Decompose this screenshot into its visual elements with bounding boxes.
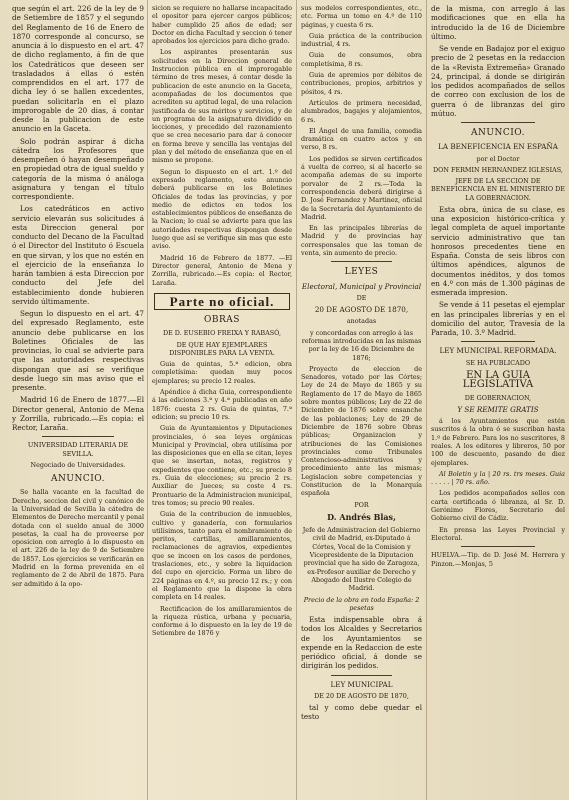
subheading: DE GOBERNACION,	[464, 393, 532, 402]
paragraph: de la misma, con arreglo á las modificaciones que en ella ha introducido la de 16 de Diciembre último.	[431, 4, 565, 41]
column-4	[431, 4, 565, 796]
author-credentials: JEFE DE LA SECCION DE BENEFICENCIA EN EL MINISTERIO DE LA GOBERNACION.	[431, 177, 565, 202]
label: POR	[354, 500, 369, 509]
heading: EN LA GUIA LEGISLATIVA	[462, 370, 534, 391]
divider	[461, 122, 535, 123]
heading: LEY MUNICIPAL	[330, 679, 393, 689]
heading: ANUNCIO.	[51, 474, 105, 485]
divider	[42, 436, 114, 437]
label: por el Doctor	[476, 154, 520, 163]
paragraph: sicion se requiere no hallarse incapacitado el opositor para ejercer cargos públicos; haber cumplido 25 años de edad; ser Doctor en dicha Facultad y seccion ó tener aprobados los ejercicios para dicho grado.	[152, 4, 292, 46]
column-divider	[426, 0, 427, 800]
price: Precio de la obra en toda España: 2 pesetas	[303, 595, 420, 612]
paragraph: Solo podrán aspirar á dicha cátedra los Profesores que desempeñen ó hayan desempeñado en propiedad otra de igual sueldo y categoría de la misma ó análoga asignatura y tengan el título correspondiente.	[12, 136, 144, 201]
author-credentials: Jefe de Administracion del Gobierno civil de Madrid, ex-Diputado á Córtes, Vocal de la Comision y Vicepresidente de la Diputacion provincial que ha sido de Zaragoza, ex-Profesor auxiliar de Derecho y Abogado del Ilustre Colegio de Madrid.	[302, 526, 421, 593]
label: DE	[356, 293, 367, 302]
paragraph: Guia de la contribucion de inmuebles, cultivo y ganadería, con formularios utilísimos, tanto para el nombramiento de peritos, cartillas, amillaramientos, reclamaciones de agravios, expedientes que se incoen en los casos de perdones, traslaciones, etc., y sobre la liquidacion del cupo en ejercicio. Forma un libro de 224 páginas en 4.º, su precio 12 rs.; y con el Reglamento que la dispone la obra completa en 14 reales.	[152, 510, 292, 602]
column-divider	[147, 0, 148, 800]
book-title: LA BENEFICENCIA EN ESPAÑA	[438, 142, 558, 152]
subheading: Negociado de Universidades.	[30, 460, 126, 469]
paragraph: Guia de Ayuntamientos y Diputaciones provinciales, ó sea leyes orgánicas Municipal y Provincial, obra utilísima por las disposiciones que en ella se citan, leyes que se insertan, notas, registros y expedientes que contiene, etc.; su precio 8 rs. Guia de elecciones; su precio 2 rs. Auxiliar de Jueces; su coste 4 rs. Prontuario de la Administracion municipal, tres tomos; su precio 90 reales.	[152, 424, 292, 507]
divider	[331, 675, 392, 676]
heading: LEY MUNICIPAL REFORMADA.	[439, 346, 557, 356]
subheading: DE QUE HAY EJEMPLARES DISPONIBLES PARA LA VENTA.	[169, 340, 275, 357]
paragraph: que según el art. 226 de la ley de 9 de Setiembre de 1857 y el segundo del Reglamento de 16 de Enero de 1870 corresponde al concurso, se anuncia á lo dispuesto en el art. 47 de dicho reglamento, á fin de que los Catedráticos que deseen ser trasladados á ellas ó estén comprendidos en el art. 177 de dicha ley ó se hallen excedentes, puedan solicitarla en el plazo improrogable de 20 dias, á contar desde la publicacion de este anuncio en la Gaceta.	[12, 4, 144, 134]
column-1	[12, 4, 144, 796]
paragraph: tal y como debe quedar el testo	[301, 703, 422, 722]
column-3	[301, 4, 422, 796]
paragraph: Se vende en Badajoz por el exiguo precio de 2 pesetas en la redaccion de la «Revista Extremeña» Granado 24, principal, á donde se dirigirán los pedidos acompañados de sellos de correo con exclusion de los de guerra ó de libranzas del giro mútuo.	[431, 44, 565, 118]
subheading: Electoral, Municipal y Provincial	[301, 281, 422, 291]
imprint: HUELVA.—Tip. de D. José M. Herrera y Pinzon.—Monjas, 5	[431, 551, 565, 568]
paragraph: Se halla vacante en la facultad de Derecho, seccion del civil y canónico de la Universidad de Sevilla la cátedra de Elementos de Derecho mercantil y penal dotada con el sueldo anual de 3000 pesetas, la cual ha de proveerse por oposicion con arreglo á lo dispuesto en el art. 226 de la ley de 9 de Setiembre de 1857. Los ejercicios se verificarán en Madrid en la forma prevenida en el reglamento de 2 de Abril de 1875. Para ser admitido á la opo-	[12, 488, 144, 588]
paragraph: Segun lo dispuesto en el art. 1.º del expresado reglamento, este anuncio deberá publicarse en los Boletines Oficiales de todas las provincias, y por medio de edictos en todos los establecimientos públicos de enseñanza de la Nacion; lo cual se advierte para que las autoridades respectivas dispongan desde luego que así se verifique sin mas que este aviso.	[152, 167, 292, 251]
paragraph: Apéndice á dicha Guia, correspondiente á las ediciones 3.ª y 4.ª publicadas en año 1876: cuesta 2 rs. Guia de quintas, 7.ª edicion; su precio 10 rs.	[152, 388, 292, 421]
column-divider	[296, 0, 297, 800]
divider	[461, 341, 535, 342]
paragraph: Guia de apremios por débitos de contribuciones, propios, arbitrios y pósitos, 4 rs.	[301, 71, 422, 96]
paragraph: El Ángel de una familia, comedia dramática en cuatro actos y en verso, 8 rs.	[301, 126, 422, 152]
author: D. Andrés Blas,	[327, 511, 396, 522]
section-heading: UNIVERSIDAD LITERARIA DE SEVILLA.	[27, 441, 129, 458]
label: anotadas	[346, 317, 377, 326]
label: SE HA PUBLICADO	[465, 358, 531, 367]
section-banner: Parte no oficial.	[154, 293, 290, 310]
paragraph: Madrid 16 de Enero de 1877.—El Director general, Antonio de Mena y Zorrilla, rubricado.—Es copia: el Rector, Laraña.	[12, 395, 144, 432]
paragraph: Guia de quintas, 5.ª edicion, obra completísima: quedan muy pocos ejemplares; su precio 12 reales.	[152, 360, 292, 385]
paragraph: Los catedráticos en activo servicio elevarán sus solicitudes á esta Direccion general por conducto del Decano de la Facultad ó el Director del Instituto ó Escuela en que sirvan, y los que no estén en el ejercicio de la enseñanza lo harán tambien á esta Direccion por conducto del Jefe del establecimiento donde hubieren servido últimamente.	[12, 204, 144, 306]
paragraph: Madrid 16 de Febrero de 1877. —El Director general, Antonio de Mena y Zorrilla, rubricado.—Es copia: el Rector, Laraña.	[152, 253, 292, 287]
heading: OBRAS	[204, 315, 240, 326]
paragraph: Guia de consumos, obra completísima, 8 rs.	[301, 51, 422, 68]
paragraph: Proyecto de eleccion de Senadores, votado por las Córtes; Ley de 24 de Mayo de 1865 y su Reglamento de 17 de Mayo de 1865 sobre montes públicos; Ley de 22 de Diciembre de 1876 sobre ensanche de las poblaciones; Ley de 29 de Diciembre de 1876 sobre Obras públicas; Organizacion y atribuciones de las Comisiones provinciales como Tribunales Contencioso-administrativos y procedimiento ante las mismas; Legislacion sobre competencias y Constitucion de la Monarquía española	[301, 364, 422, 498]
paragraph: sus modelos correspondientes, etc., etc. Forma un tomo en 4.º de 110 páginas, y cuesta 6 rs.	[301, 4, 422, 29]
subheading: Y SE REMITE GRATIS	[457, 404, 539, 414]
paragraph: Guia práctica de la contribucion industrial, 4 rs.	[301, 31, 422, 49]
date: DE 20 DE AGOSTO DE 1870,	[314, 691, 409, 700]
paragraph: Artículos de primera necesidad, alumbrados, bagajes y alojamientos, 6 rs.	[301, 98, 422, 124]
paragraph: En prensa las Leyes Provincial y Electoral.	[431, 525, 565, 542]
paragraph: Esta indispensable obra á todos los Alcaldes y Secretarios de los Ayuntamientos se expende en la Redaccion de este periódico oficial, á donde se dirigirán los pedidos.	[301, 615, 422, 671]
divider	[461, 546, 535, 547]
paragraph: Los pedidos se sirven certificados á vuelta de correo, si al hacerlo se acompaña ademas de su importe porvalor de 2 rs.—Toda la correspondencia deberá dirigirse á D. José Fernandez y Martinez, oficial de la Secretaría del Ayuntamiento de Madrid.	[301, 154, 422, 221]
paragraph: Los pedidos acompañados sellos con carta certificada ó libranza, al Sr. D. Gerónimo Flores, Secretario del Gobierno civil de Cádiz.	[431, 489, 565, 523]
paragraph: Esta obra, única de su clase, es una exposicion histórico-crítica y legal completa de aquel importante servicio administrativo que tan honrosos precedentes tiene en España. Consta de seis libros con últimos apéndices, algunos de documentos inéditos, y dos tomos en 4.º con más de 1.300 páginas de esmerada impresion.	[431, 204, 565, 298]
paragraph: Se vende á 11 pesetas el ejemplar en las principales librerías y en el domicilio del autor, Travesía de la Parada, 10. 3.º Madrid.	[431, 300, 565, 338]
paragraph: Los aspirantes presentarán sus solicitudes en la Direccion general de Instruccion pública en el improrogable término de tres meses, á contar desde la publicacion de este anuncio en la Gaceta, acompañadas de los documentos que acrediten su aptitud legal, de una relacion justificada de sus méritos y servicios, y de un programa de la asignatura dividido en lecciones, y precedido del razonamiento que se crea necesario para dar á conocer en forma breve y sencilla las ventajas del plan y del método de enseñanza que en el mismo se propone.	[152, 48, 292, 165]
column-2	[152, 4, 292, 796]
author: DE D. EUSEBIO FREIXA Y RABASÓ,	[162, 329, 282, 338]
subheading: y concordadas con arreglo á las reformas introducidas en las mismas por la ley de 16 de Diciembre de 1876;	[301, 328, 422, 362]
paragraph: á los Ayuntamientos que estén suscritos á la obra ó se suscriban hasta 1.º de Febrero. Para los no suscritores, 8 reales. A los editores y libreros, 50 por 100 de descuento, pasando de diez ejemplares.	[431, 417, 565, 467]
date: 20 DE AGOSTO DE 1870,	[314, 305, 409, 315]
heading: LEYES	[344, 267, 379, 278]
price-table: Al Boletin y la | 20 rs. trs meses. Guia . . . . . | 70 rs. año.	[431, 469, 565, 487]
paragraph: Segun lo dispuesto en el art. 47 del expresado Reglamento, este anuncio debe publicarse en los Boletines Oficiales de las provincias, lo cual se advierte para que las autoridades respectivas dispongan que así se verifique desde luego sin mas aviso que el presente.	[12, 309, 144, 392]
author: DON FERMIN HERNANDEZ IGLESIAS,	[433, 165, 563, 174]
heading: ANUNCIO.	[471, 128, 525, 138]
paragraph: En las principales librerías de Madrid y de provincias hay corresponsales que las toman de venta, sin aumento de precio.	[301, 224, 422, 258]
divider	[331, 261, 392, 262]
paragraph: Rectificacion de los amillaramientos de la riqueza rústica, urbana y pecuaria, conforme á lo dispuesto en la ley de 19 de Setiembre de 1876 y	[152, 604, 292, 638]
